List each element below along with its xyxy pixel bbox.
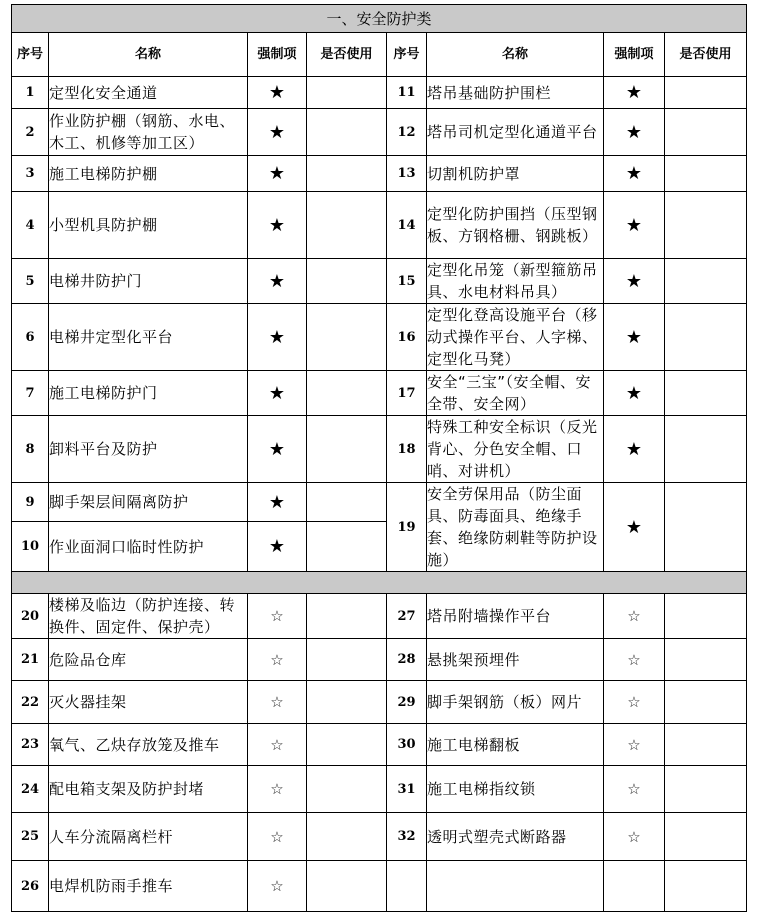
item-number bbox=[387, 861, 427, 912]
item-name: 透明式塑壳式断路器 bbox=[427, 813, 604, 861]
optional-star-icon: ☆ bbox=[604, 813, 665, 861]
item-number: 26 bbox=[12, 861, 49, 912]
item-number: 6 bbox=[12, 304, 49, 371]
item-name: 作业面洞口临时性防护 bbox=[49, 522, 248, 572]
mandatory-star-icon: ★ bbox=[248, 156, 307, 192]
safety-protection-table bbox=[11, 4, 747, 912]
item-name: 人车分流隔离栏杆 bbox=[49, 813, 248, 861]
item-number: 10 bbox=[12, 522, 49, 572]
item-number: 11 bbox=[387, 77, 427, 109]
item-name: 切割机防护罩 bbox=[427, 156, 604, 192]
used-checkbox-cell[interactable] bbox=[665, 639, 747, 681]
used-checkbox-cell[interactable] bbox=[307, 594, 387, 639]
header-name: 名称 bbox=[427, 33, 604, 77]
table-title: 一、安全防护类 bbox=[12, 5, 747, 33]
used-checkbox-cell[interactable] bbox=[307, 304, 387, 371]
optional-star-icon: ☆ bbox=[604, 639, 665, 681]
optional-star-icon: ☆ bbox=[248, 681, 307, 724]
item-name: 脚手架层间隔离防护 bbox=[49, 483, 248, 522]
used-checkbox-cell[interactable] bbox=[665, 681, 747, 724]
item-number: 14 bbox=[387, 192, 427, 259]
header-row bbox=[12, 33, 747, 77]
item-number: 3 bbox=[12, 156, 49, 192]
item-number: 31 bbox=[387, 766, 427, 813]
mandatory-star-icon: ★ bbox=[604, 156, 665, 192]
table-row bbox=[12, 77, 747, 109]
used-checkbox-cell[interactable] bbox=[307, 724, 387, 766]
item-name: 施工电梯防护门 bbox=[49, 371, 248, 416]
used-checkbox-cell[interactable] bbox=[665, 156, 747, 192]
item-number: 27 bbox=[387, 594, 427, 639]
item-name: 卸料平台及防护 bbox=[49, 416, 248, 483]
table-row bbox=[12, 192, 747, 259]
item-number: 4 bbox=[12, 192, 49, 259]
item-name: 塔吊司机定型化通道平台 bbox=[427, 109, 604, 156]
used-checkbox-cell[interactable] bbox=[307, 813, 387, 861]
optional-star-icon: ☆ bbox=[248, 639, 307, 681]
item-number: 22 bbox=[12, 681, 49, 724]
item-number: 13 bbox=[387, 156, 427, 192]
table-row bbox=[12, 861, 747, 912]
mandatory-star-icon: ★ bbox=[604, 483, 665, 572]
mark-cell bbox=[604, 861, 665, 912]
item-name: 施工电梯指纹锁 bbox=[427, 766, 604, 813]
item-number: 9 bbox=[12, 483, 49, 522]
item-name: 施工电梯翻板 bbox=[427, 724, 604, 766]
item-number: 15 bbox=[387, 259, 427, 304]
item-name: 楼梯及临边（防护连接、转换件、固定件、保护壳） bbox=[49, 594, 248, 639]
used-checkbox-cell[interactable] bbox=[665, 77, 747, 109]
item-number: 8 bbox=[12, 416, 49, 483]
optional-star-icon: ☆ bbox=[604, 681, 665, 724]
table-row bbox=[12, 109, 747, 156]
item-number: 2 bbox=[12, 109, 49, 156]
item-name: 灭火器挂架 bbox=[49, 681, 248, 724]
item-number: 23 bbox=[12, 724, 49, 766]
header-used: 是否使用 bbox=[665, 33, 747, 77]
mandatory-star-icon: ★ bbox=[604, 77, 665, 109]
mandatory-star-icon: ★ bbox=[248, 192, 307, 259]
item-name: 施工电梯防护棚 bbox=[49, 156, 248, 192]
item-name: 氧气、乙炔存放笼及推车 bbox=[49, 724, 248, 766]
used-checkbox-cell[interactable] bbox=[307, 371, 387, 416]
optional-star-icon: ☆ bbox=[248, 594, 307, 639]
mandatory-star-icon: ★ bbox=[248, 522, 307, 572]
item-number: 32 bbox=[387, 813, 427, 861]
item-name: 电梯井定型化平台 bbox=[49, 304, 248, 371]
table-row bbox=[12, 594, 747, 639]
item-number: 25 bbox=[12, 813, 49, 861]
optional-star-icon: ☆ bbox=[604, 766, 665, 813]
used-checkbox-cell[interactable] bbox=[307, 483, 387, 522]
table-row bbox=[12, 156, 747, 192]
item-number: 24 bbox=[12, 766, 49, 813]
item-name: 安全劳保用品（防尘面具、防毒面具、绝缘手套、绝缘防刺鞋等防护设施） bbox=[427, 483, 604, 572]
table-row bbox=[12, 639, 747, 681]
used-checkbox-cell[interactable] bbox=[665, 766, 747, 813]
used-checkbox-cell[interactable] bbox=[307, 766, 387, 813]
used-checkbox-cell[interactable] bbox=[307, 416, 387, 483]
mandatory-star-icon: ★ bbox=[248, 259, 307, 304]
item-name: 定型化登高设施平台（移动式操作平台、人字梯、定型化马凳） bbox=[427, 304, 604, 371]
optional-star-icon: ☆ bbox=[604, 724, 665, 766]
header-used: 是否使用 bbox=[307, 33, 387, 77]
used-checkbox-cell[interactable] bbox=[307, 192, 387, 259]
header-no: 序号 bbox=[12, 33, 49, 77]
table-row bbox=[12, 371, 747, 416]
table-row bbox=[12, 483, 747, 522]
item-number: 16 bbox=[387, 304, 427, 371]
item-name: 小型机具防护棚 bbox=[49, 192, 248, 259]
used-checkbox-cell[interactable] bbox=[307, 681, 387, 724]
used-checkbox-cell[interactable] bbox=[665, 109, 747, 156]
item-number: 28 bbox=[387, 639, 427, 681]
header-mandatory: 强制项 bbox=[248, 33, 307, 77]
used-checkbox-cell[interactable] bbox=[665, 259, 747, 304]
item-name: 悬挑架预埋件 bbox=[427, 639, 604, 681]
used-checkbox-cell[interactable] bbox=[665, 724, 747, 766]
item-name: 配电箱支架及防护封堵 bbox=[49, 766, 248, 813]
mandatory-star-icon: ★ bbox=[604, 259, 665, 304]
table-row bbox=[12, 813, 747, 861]
used-checkbox-cell[interactable] bbox=[665, 861, 747, 912]
used-checkbox-cell[interactable] bbox=[307, 259, 387, 304]
header-no: 序号 bbox=[387, 33, 427, 77]
section-separator bbox=[12, 572, 747, 594]
mandatory-star-icon: ★ bbox=[248, 483, 307, 522]
mandatory-star-icon: ★ bbox=[604, 416, 665, 483]
item-name: 危险品仓库 bbox=[49, 639, 248, 681]
used-checkbox-cell[interactable] bbox=[665, 371, 747, 416]
optional-star-icon: ☆ bbox=[248, 861, 307, 912]
item-name: 安全“三宝”（安全帽、安全带、安全网） bbox=[427, 371, 604, 416]
table-row bbox=[12, 259, 747, 304]
used-checkbox-cell[interactable] bbox=[307, 77, 387, 109]
separator-cell bbox=[12, 572, 747, 594]
item-name: 特殊工种安全标识（反光背心、分色安全帽、口哨、对讲机） bbox=[427, 416, 604, 483]
optional-star-icon: ☆ bbox=[248, 724, 307, 766]
used-checkbox-cell[interactable] bbox=[665, 813, 747, 861]
item-name: 定型化防护围挡（压型钢板、方钢格栅、钢跳板） bbox=[427, 192, 604, 259]
mandatory-star-icon: ★ bbox=[248, 416, 307, 483]
table-row bbox=[12, 304, 747, 371]
item-name: 脚手架钢筋（板）网片 bbox=[427, 681, 604, 724]
table-row bbox=[12, 416, 747, 483]
item-number: 18 bbox=[387, 416, 427, 483]
optional-star-icon: ☆ bbox=[604, 594, 665, 639]
equipment-checklist bbox=[11, 4, 747, 912]
item-number: 21 bbox=[12, 639, 49, 681]
optional-star-icon: ☆ bbox=[248, 813, 307, 861]
item-name: 作业防护棚（钢筋、水电、木工、机修等加工区） bbox=[49, 109, 248, 156]
used-checkbox-cell[interactable] bbox=[307, 109, 387, 156]
mandatory-star-icon: ★ bbox=[248, 371, 307, 416]
used-checkbox-cell[interactable] bbox=[665, 304, 747, 371]
item-number: 20 bbox=[12, 594, 49, 639]
header-mandatory: 强制项 bbox=[604, 33, 665, 77]
mandatory-star-icon: ★ bbox=[604, 109, 665, 156]
mandatory-star-icon: ★ bbox=[604, 371, 665, 416]
used-checkbox-cell[interactable] bbox=[665, 416, 747, 483]
used-checkbox-cell[interactable] bbox=[665, 483, 747, 572]
used-checkbox-cell[interactable] bbox=[307, 522, 387, 572]
optional-star-icon: ☆ bbox=[248, 766, 307, 813]
item-name: 定型化安全通道 bbox=[49, 77, 248, 109]
mandatory-star-icon: ★ bbox=[604, 192, 665, 259]
item-number: 29 bbox=[387, 681, 427, 724]
item-number: 30 bbox=[387, 724, 427, 766]
item-name: 塔吊基础防护围栏 bbox=[427, 77, 604, 109]
table-row bbox=[12, 766, 747, 813]
used-checkbox-cell[interactable] bbox=[665, 594, 747, 639]
item-number: 1 bbox=[12, 77, 49, 109]
header-name: 名称 bbox=[49, 33, 248, 77]
mandatory-star-icon: ★ bbox=[248, 304, 307, 371]
item-name: 电焊机防雨手推车 bbox=[49, 861, 248, 912]
used-checkbox-cell[interactable] bbox=[307, 861, 387, 912]
table-row bbox=[12, 724, 747, 766]
mandatory-star-icon: ★ bbox=[248, 77, 307, 109]
used-checkbox-cell[interactable] bbox=[307, 156, 387, 192]
used-checkbox-cell[interactable] bbox=[665, 192, 747, 259]
used-checkbox-cell[interactable] bbox=[307, 639, 387, 681]
item-name: 电梯井防护门 bbox=[49, 259, 248, 304]
item-number: 7 bbox=[12, 371, 49, 416]
item-name bbox=[427, 861, 604, 912]
item-name: 定型化吊笼（新型箍筋吊具、水电材料吊具） bbox=[427, 259, 604, 304]
item-number: 19 bbox=[387, 483, 427, 572]
item-number: 5 bbox=[12, 259, 49, 304]
item-number: 17 bbox=[387, 371, 427, 416]
item-name: 塔吊附墙操作平台 bbox=[427, 594, 604, 639]
mandatory-star-icon: ★ bbox=[248, 109, 307, 156]
item-number: 12 bbox=[387, 109, 427, 156]
table-row bbox=[12, 681, 747, 724]
mandatory-star-icon: ★ bbox=[604, 304, 665, 371]
